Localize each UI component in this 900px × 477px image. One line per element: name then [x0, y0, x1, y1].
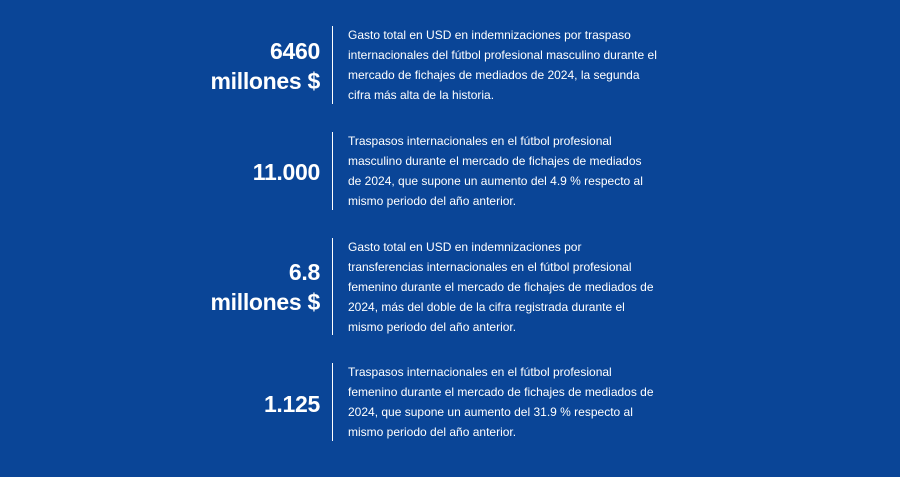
stat-description: Gasto total en USD en indemnizaciones por traspaso internacionales del fútbol profesional masculino durante el mercado de fichajes de mediados de 2024, la segunda cifra más alta de la historia. [348, 28, 657, 102]
stat-value-number: 6.8 [288, 259, 320, 285]
stat-value [100, 257, 320, 317]
stat-description: Traspasos internacionales en el fútbol profesional masculino durante el mercado de fichajes de mediados de 2024, que supone un aumento del 4.9 % respecto al mismo periodo del año anterior. [348, 134, 643, 208]
stat-description: Traspasos internacionales en el fútbol profesional femenino durante el mercado de fichajes de mediados de 2024, que supone un aumento del 31.9 % respecto al mismo periodo del año anterior. [348, 365, 654, 439]
stat-value-number: 11.000 [252, 159, 320, 185]
stat-divider [332, 132, 333, 210]
stat-value [100, 36, 320, 96]
stat-divider [332, 363, 333, 441]
stat-divider [332, 238, 333, 335]
stat-value-number: 1.125 [263, 391, 320, 417]
stat-divider [332, 26, 333, 104]
stat-value-number: 6460 [270, 38, 320, 64]
stat-value [100, 389, 320, 419]
stat-description: Gasto total en USD en indemnizaciones por transferencias internacionales en el fútbol profesional femenino durante el mercado de fichajes de mediados de 2024, más del doble de la cifra registrada durante el mismo periodo del año anterior. [348, 240, 654, 334]
stat-value-unit: millones $ [210, 68, 320, 94]
stat-value-unit: millones $ [210, 289, 320, 315]
stat-value [100, 157, 320, 187]
